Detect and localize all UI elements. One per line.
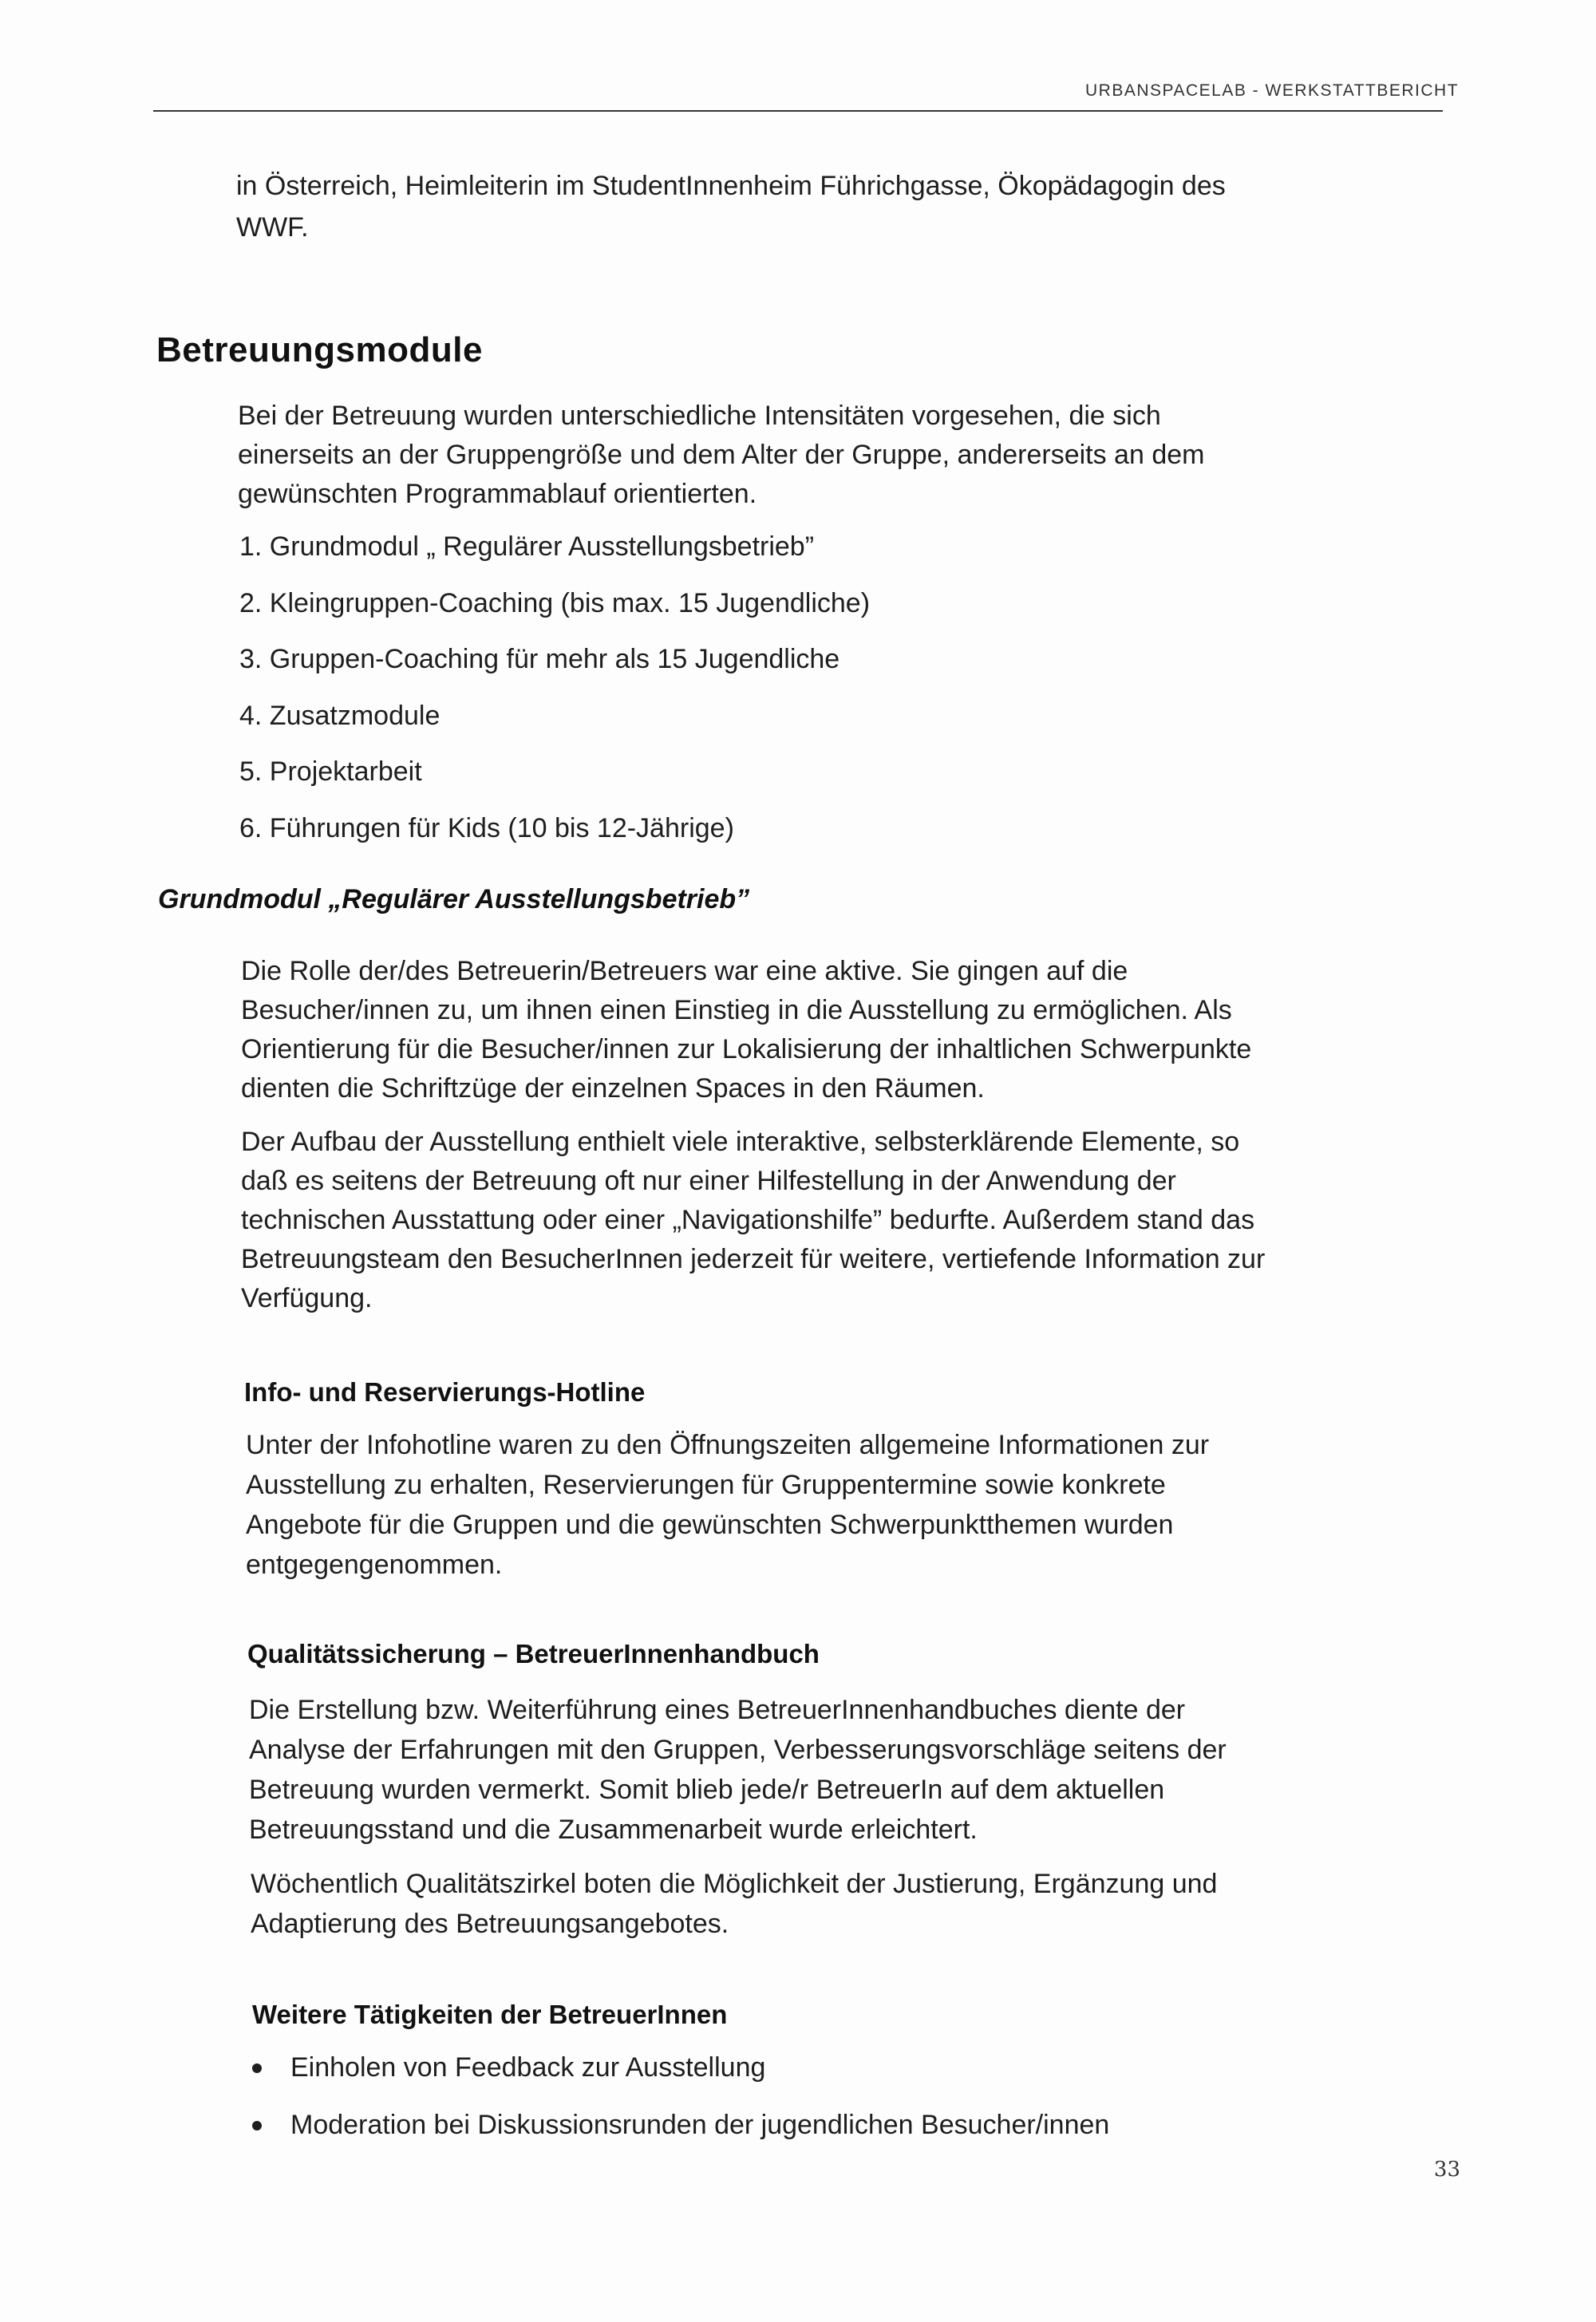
module-item: 3. Gruppen-Coaching für mehr als 15 Jugendliche	[239, 644, 840, 674]
activity-list	[252, 2051, 1109, 2166]
paragraph-line: Bei der Betreuung wurden unterschiedliche Intensitäten vorgesehen, die sich	[238, 401, 1161, 431]
list-item	[252, 2051, 1109, 2108]
paragraph-line: dienten die Schriftzüge der einzelnen Spaces in den Räumen.	[241, 1073, 985, 1104]
paragraph-line: Adaptierung des Betreuungsangebotes.	[251, 1909, 729, 1939]
subsection-heading-grundmodul: Grundmodul „Regulärer Ausstellungsbetrieb”	[158, 884, 750, 914]
paragraph-line: entgegengenommen.	[246, 1550, 503, 1580]
list-item-text: Moderation bei Diskussionsrunden der jugendlichen Besucher/innen	[290, 2110, 1110, 2140]
paragraph-line: Besucher/innen zu, um ihnen einen Einstieg in die Ausstellung zu ermöglichen. Als	[241, 995, 1232, 1025]
paragraph-line: Verfügung.	[241, 1283, 373, 1313]
paragraph-line: Orientierung für die Besucher/innen zur Lokalisierung der inhaltlichen Schwerpunkte	[241, 1034, 1252, 1064]
module-item: 5. Projektarbeit	[239, 756, 422, 787]
list-item	[252, 2108, 1109, 2166]
bullet-icon	[252, 2063, 262, 2073]
subsection-heading-qualitaetssicherung: Qualitätssicherung – BetreuerInnenhandbuch	[247, 1639, 820, 1668]
paragraph-line: technischen Ausstattung oder einer „Navigationshilfe” bedurfte. Außerdem stand das	[241, 1205, 1255, 1235]
paragraph-line: Betreuung wurden vermerkt. Somit blieb jede/r BetreuerIn auf dem aktuellen	[249, 1775, 1165, 1805]
bullet-icon	[252, 2121, 262, 2130]
subsection-heading-weitere-taetigkeiten: Weitere Tätigkeiten der BetreuerInnen	[252, 2000, 728, 2029]
module-item: 1. Grundmodul „ Regulärer Ausstellungsbetrieb”	[239, 531, 815, 562]
section-heading-betreuungsmodule: Betreuungsmodule	[156, 330, 483, 369]
module-item: 6. Führungen für Kids (10 bis 12-Jährige)	[239, 812, 734, 843]
intro-line: in Österreich, Heimleiterin im StudentInnenheim Führichgasse, Ökopädagogin des	[236, 171, 1226, 201]
header-rule	[153, 110, 1443, 112]
paragraph-line: Unter der Infohotline waren zu den Öffnungszeiten allgemeine Informationen zur	[246, 1430, 1210, 1460]
page-number: 33	[1433, 2158, 1460, 2182]
paragraph-line: gewünschten Programmablauf orientierten.	[238, 479, 757, 509]
module-item: 2. Kleingruppen-Coaching (bis max. 15 Jugendliche)	[239, 587, 871, 618]
paragraph-line: Betreuungsteam den BesucherInnen jederzeit für weitere, vertiefende Information zur	[241, 1244, 1266, 1274]
subsection-heading-hotline: Info- und Reservierungs-Hotline	[244, 1377, 646, 1407]
paragraph-line: Die Rolle der/des Betreuerin/Betreuers war eine aktive. Sie gingen auf die	[241, 956, 1128, 986]
module-list	[239, 530, 870, 867]
paragraph-line: einerseits an der Gruppengröße und dem Alter der Gruppe, andererseits an dem	[238, 440, 1205, 470]
paragraph-line: daß es seitens der Betreuung oft nur einer Hilfestellung in der Anwendung der	[241, 1166, 1176, 1196]
module-item: 4. Zusatzmodule	[239, 700, 440, 731]
paragraph-line: Der Aufbau der Ausstellung enthielt viele interaktive, selbsterklärende Elemente, so	[241, 1127, 1240, 1157]
paragraph-line: Wöchentlich Qualitätszirkel boten die Möglichkeit der Justierung, Ergänzung und	[251, 1869, 1218, 1899]
paragraph-line: Die Erstellung bzw. Weiterführung eines BetreuerInnenhandbuches diente der	[249, 1695, 1186, 1725]
paragraph-line: Betreuungsstand und die Zusammenarbeit wurde erleichtert.	[249, 1815, 978, 1845]
paragraph-line: Analyse der Erfahrungen mit den Gruppen, Verbesserungsvorschläge seitens der	[249, 1735, 1227, 1765]
list-item-text: Einholen von Feedback zur Ausstellung	[290, 2052, 766, 2083]
intro-line: WWF.	[236, 212, 309, 243]
running-header: URBANSPACELAB - WERKSTATTBERICHT	[1085, 81, 1460, 100]
paragraph-line: Angebote für die Gruppen und die gewünschten Schwerpunktthemen wurden	[246, 1510, 1174, 1540]
paragraph-line: Ausstellung zu erhalten, Reservierungen für Gruppentermine sowie konkrete	[246, 1470, 1166, 1500]
